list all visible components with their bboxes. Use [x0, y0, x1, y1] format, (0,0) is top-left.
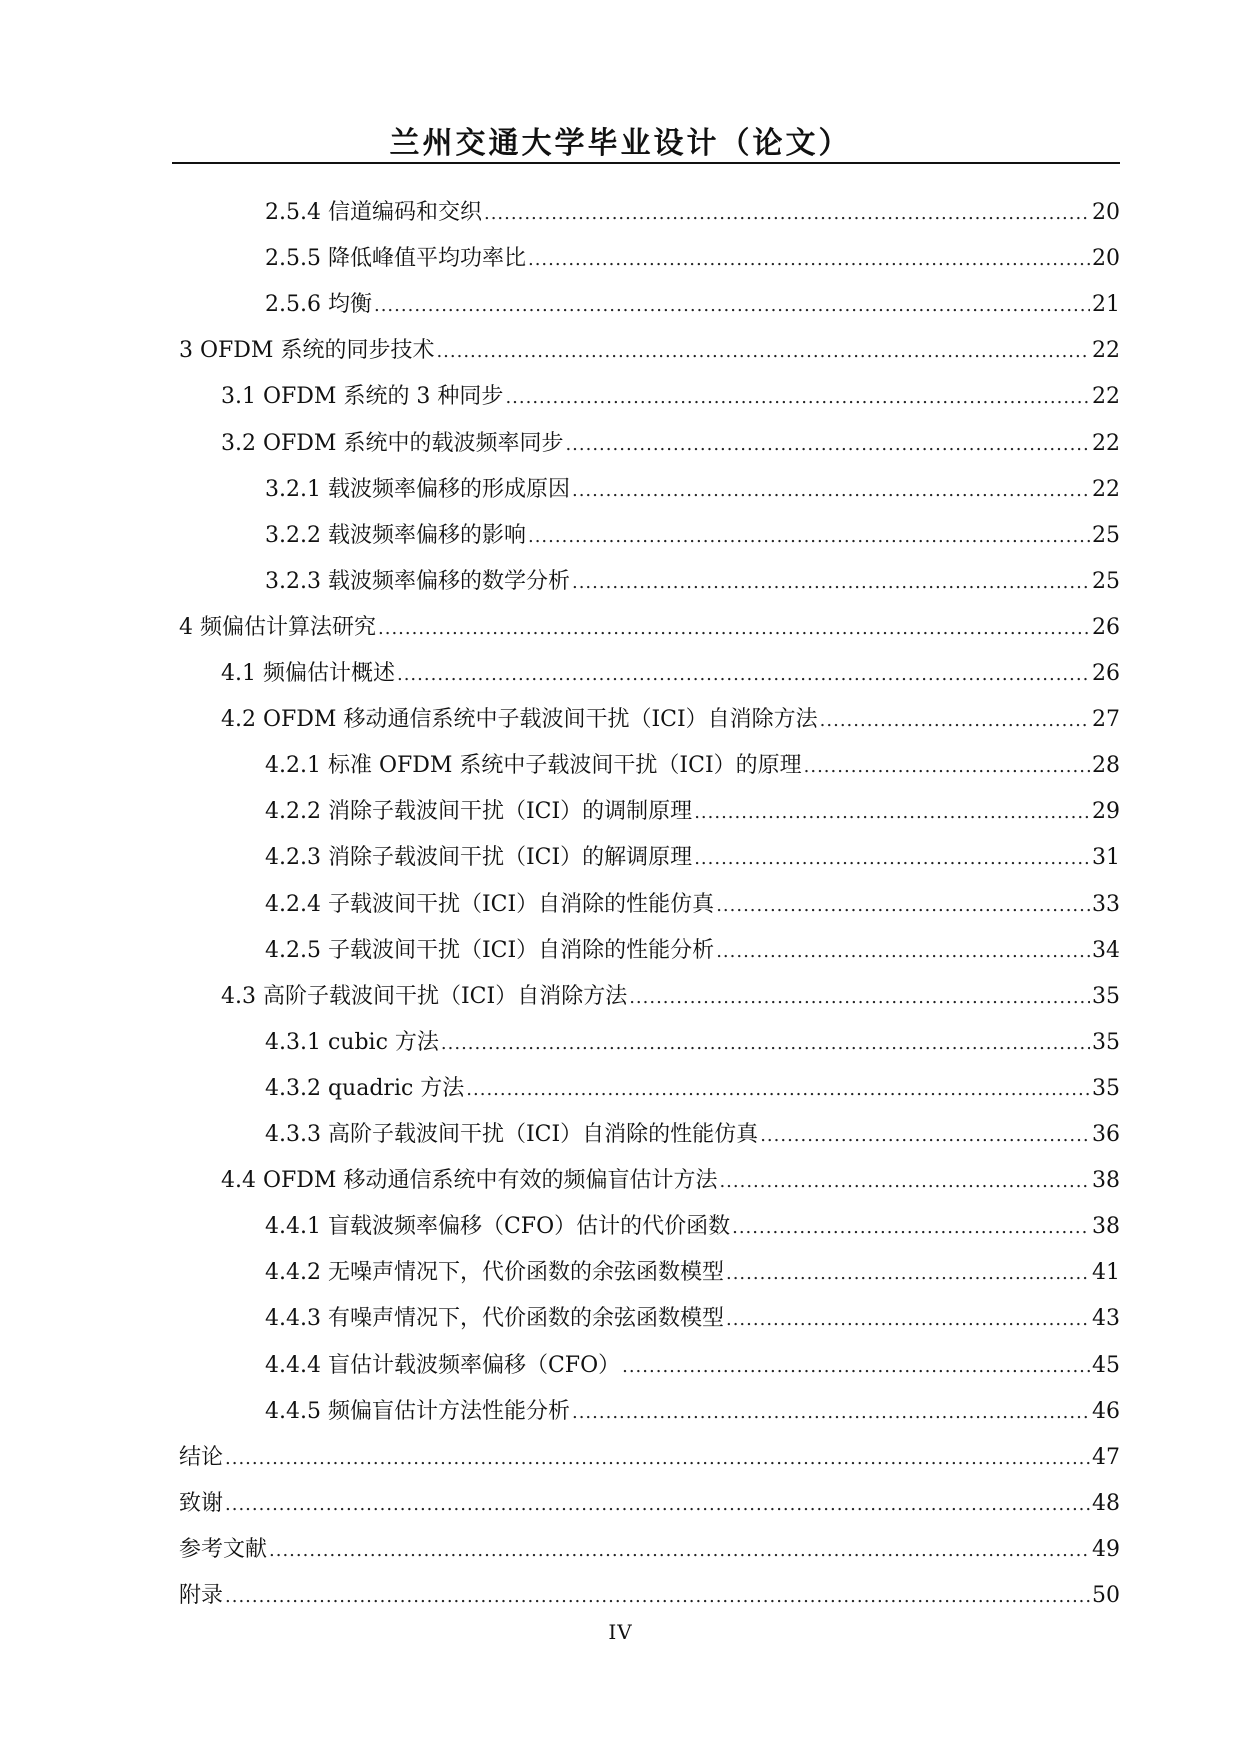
toc-entry[interactable]: [265, 1058, 1120, 1104]
toc-entry[interactable]: [265, 781, 1120, 827]
toc-entry-label: 3.2.2 载波频率偏移的影响: [265, 523, 526, 548]
toc-entry-page-number: 27: [1092, 707, 1120, 732]
toc-dot-leader: [225, 1491, 1090, 1519]
toc-entry-label: 参考文献: [179, 1537, 268, 1562]
toc-entry-page-number: 22: [1092, 477, 1120, 502]
toc-dot-leader: [225, 1583, 1090, 1611]
toc-entry[interactable]: [265, 1335, 1120, 1381]
toc-dot-leader: [269, 1537, 1090, 1565]
toc-dot-leader: [719, 1168, 1090, 1196]
toc-dot-leader: [397, 661, 1090, 689]
toc-entry-label: 4 频偏估计算法研究: [179, 615, 376, 640]
toc-dot-leader: [716, 892, 1090, 920]
toc-entry-label: 4.4.1 盲载波频率偏移（CFO）估计的代价函数: [265, 1214, 731, 1239]
toc-entry[interactable]: [265, 1104, 1120, 1150]
toc-entry-label: 4.2.2 消除子载波间干扰（ICI）的调制原理: [265, 799, 693, 824]
toc-entry-label: 4.4.5 频偏盲估计方法性能分析: [265, 1399, 570, 1424]
toc-entry-page-number: 41: [1092, 1260, 1120, 1285]
toc-entry[interactable]: [265, 505, 1120, 551]
toc-entry-page-number: 31: [1092, 845, 1120, 870]
toc-entry[interactable]: [265, 735, 1120, 781]
toc-entry-label: 4.4.4 盲估计载波频率偏移（CFO）: [265, 1353, 621, 1378]
toc-entry-page-number: 25: [1092, 523, 1120, 548]
toc-dot-leader: [505, 384, 1090, 412]
toc-entry-label: 4.2 OFDM 移动通信系统中子载波间干扰（ICI）自消除方法: [221, 707, 818, 732]
toc-entry-page-number: 26: [1092, 615, 1120, 640]
page-number: IV: [608, 1620, 633, 1644]
toc-entry[interactable]: [221, 413, 1120, 459]
toc-entry-label: 4.3.2 quadric 方法: [265, 1076, 465, 1101]
toc-dot-leader: [804, 753, 1090, 781]
toc-entry[interactable]: [179, 1473, 1120, 1519]
toc-dot-leader: [732, 1214, 1090, 1242]
toc-entry[interactable]: [265, 228, 1120, 274]
toc-entry-label: 4.4.2 无噪声情况下，代价函数的余弦函数模型: [265, 1260, 724, 1285]
toc-entry[interactable]: [265, 920, 1120, 966]
toc-entry-label: 3.2.1 载波频率偏移的形成原因: [265, 477, 570, 502]
toc-dot-leader: [374, 292, 1090, 320]
toc-entry-label: 4.4 OFDM 移动通信系统中有效的频偏盲估计方法: [221, 1168, 718, 1193]
toc-entry-label: 4.2.1 标准 OFDM 系统中子载波间干扰（ICI）的原理: [265, 753, 802, 778]
toc-entry-label: 致谢: [179, 1491, 224, 1516]
toc-entry-label: 结论: [179, 1445, 224, 1470]
toc-entry-page-number: 50: [1092, 1583, 1120, 1608]
toc-entry-page-number: 22: [1092, 431, 1120, 456]
toc-entry-page-number: 47: [1092, 1445, 1120, 1470]
toc-entry[interactable]: [221, 366, 1120, 412]
toc-entry[interactable]: [221, 1150, 1120, 1196]
toc-entry-page-number: 35: [1092, 984, 1120, 1009]
header-divider: [172, 162, 1120, 164]
toc-entry-label: 3 OFDM 系统的同步技术: [179, 338, 435, 363]
toc-entry-label: 2.5.6 均衡: [265, 292, 372, 317]
toc-entry[interactable]: [221, 643, 1120, 689]
toc-entry-label: 2.5.4 信道编码和交织: [265, 200, 482, 225]
toc-dot-leader: [820, 707, 1090, 735]
toc-entry-label: 3.2.3 载波频率偏移的数学分析: [265, 569, 570, 594]
toc-dot-leader: [726, 1306, 1090, 1334]
toc-entry-page-number: 20: [1092, 200, 1120, 225]
toc-dot-leader: [378, 615, 1090, 643]
toc-dot-leader: [466, 1076, 1090, 1104]
toc-dot-leader: [716, 938, 1090, 966]
toc-entry-label: 4.2.3 消除子载波间干扰（ICI）的解调原理: [265, 845, 693, 870]
toc-entry-page-number: 26: [1092, 661, 1120, 686]
toc-entry-page-number: 20: [1092, 246, 1120, 271]
toc-entry[interactable]: [179, 320, 1120, 366]
toc-dot-leader: [572, 1399, 1090, 1427]
toc-entry-page-number: 22: [1092, 384, 1120, 409]
toc-dot-leader: [694, 845, 1090, 873]
toc-entry[interactable]: [265, 1288, 1120, 1334]
toc-entry-page-number: 21: [1092, 292, 1120, 317]
toc-entry-label: 4.3 高阶子载波间干扰（ICI）自消除方法: [221, 984, 628, 1009]
toc-entry-page-number: 45: [1092, 1353, 1120, 1378]
toc-entry[interactable]: [265, 874, 1120, 920]
toc-dot-leader: [441, 1030, 1090, 1058]
toc-entry[interactable]: [265, 274, 1120, 320]
toc-dot-leader: [726, 1260, 1090, 1288]
toc-dot-leader: [436, 338, 1090, 366]
toc-entry[interactable]: [179, 1519, 1120, 1565]
toc-dot-leader: [528, 246, 1090, 274]
toc-entry-label: 4.2.4 子载波间干扰（ICI）自消除的性能仿真: [265, 892, 715, 917]
toc-entry-page-number: 36: [1092, 1122, 1120, 1147]
toc-entry[interactable]: [179, 1565, 1120, 1611]
toc-dot-leader: [760, 1122, 1090, 1150]
toc-entry[interactable]: [221, 966, 1120, 1012]
toc-dot-leader: [629, 984, 1090, 1012]
toc-entry-page-number: 22: [1092, 338, 1120, 363]
toc-entry[interactable]: [265, 1196, 1120, 1242]
toc-entry-label: 4.2.5 子载波间干扰（ICI）自消除的性能分析: [265, 938, 715, 963]
toc-entry-label: 4.4.3 有噪声情况下，代价函数的余弦函数模型: [265, 1306, 724, 1331]
toc-entry-page-number: 46: [1092, 1399, 1120, 1424]
toc-dot-leader: [622, 1353, 1090, 1381]
toc-entry-label: 4.3.3 高阶子载波间干扰（ICI）自消除的性能仿真: [265, 1122, 759, 1147]
toc-entry[interactable]: [265, 827, 1120, 873]
toc-dot-leader: [565, 431, 1090, 459]
toc-entry[interactable]: [221, 689, 1120, 735]
toc-entry-page-number: 48: [1092, 1491, 1120, 1516]
document-header-title: 兰州交通大学毕业设计（论文）: [389, 126, 852, 161]
toc-entry-page-number: 43: [1092, 1306, 1120, 1331]
toc-entry[interactable]: [265, 1381, 1120, 1427]
toc-dot-leader: [528, 523, 1090, 551]
toc-entry-page-number: 25: [1092, 569, 1120, 594]
toc-entry-label: 4.3.1 cubic 方法: [265, 1030, 439, 1055]
toc-entry[interactable]: [265, 459, 1120, 505]
toc-entry[interactable]: [179, 1427, 1120, 1473]
toc-dot-leader: [694, 799, 1090, 827]
toc-entry-page-number: 34: [1092, 938, 1120, 963]
toc-entry-page-number: 33: [1092, 892, 1120, 917]
toc-entry[interactable]: [179, 597, 1120, 643]
toc-entry-page-number: 35: [1092, 1076, 1120, 1101]
toc-dot-leader: [572, 569, 1090, 597]
toc-entry[interactable]: [265, 182, 1120, 228]
toc-entry[interactable]: [265, 551, 1120, 597]
toc-entry-label: 3.2 OFDM 系统中的载波频率同步: [221, 431, 564, 456]
toc-dot-leader: [484, 200, 1090, 228]
toc-entry-page-number: 35: [1092, 1030, 1120, 1055]
toc-entry-page-number: 28: [1092, 753, 1120, 778]
toc-entry-page-number: 49: [1092, 1537, 1120, 1562]
toc-entry-label: 2.5.5 降低峰值平均功率比: [265, 246, 526, 271]
toc-entry-page-number: 29: [1092, 799, 1120, 824]
toc-entry-page-number: 38: [1092, 1214, 1120, 1239]
toc-dot-leader: [572, 477, 1090, 505]
toc-entry-label: 4.1 频偏估计概述: [221, 661, 395, 686]
toc-entry-label: 附录: [179, 1583, 224, 1608]
toc-entry[interactable]: [265, 1242, 1120, 1288]
toc-dot-leader: [225, 1445, 1090, 1473]
toc-entry[interactable]: [265, 1012, 1120, 1058]
toc-entry-page-number: 38: [1092, 1168, 1120, 1193]
toc-entry-label: 3.1 OFDM 系统的 3 种同步: [221, 384, 504, 409]
